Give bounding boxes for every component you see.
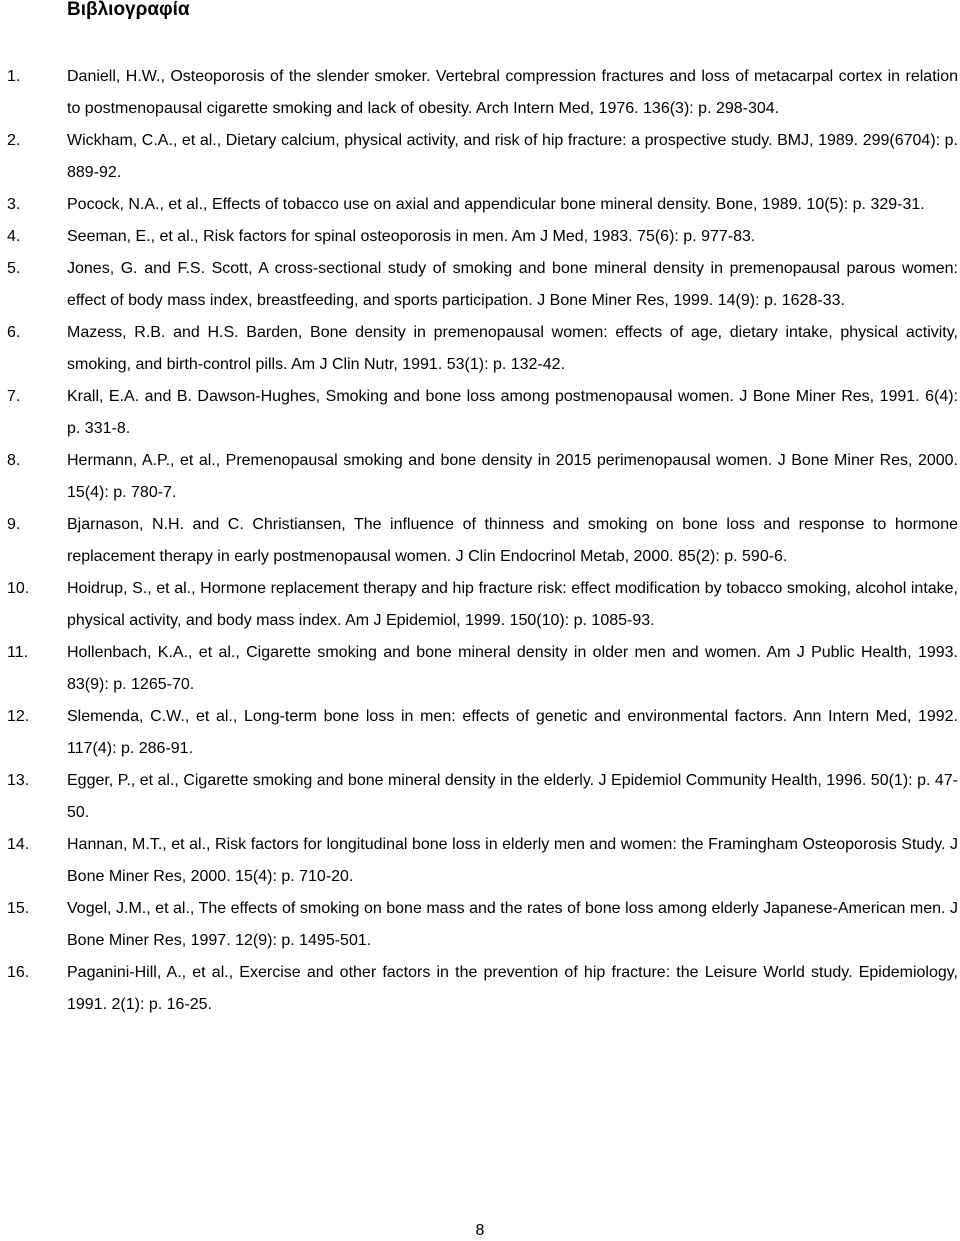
reference-number: 9. [7,516,21,533]
reference-item [0,189,958,221]
reference-text: Jones, G. and F.S. Scott, A cross-sectional study of smoking and bone mineral density in premenopausal parous women: effect of body mass index, breastfeeding, and sports participation. J Bone Miner Res, 1999. 14(9): p. 1628-33. [67,260,958,309]
reference-text: Hollenbach, K.A., et al., Cigarette smoking and bone mineral density in older men and women. Am J Public Health, 1993. 83(9): p. 1265-70. [67,644,958,693]
reference-number: 14. [7,836,30,853]
reference-item [0,125,958,189]
reference-text: Bjarnason, N.H. and C. Christiansen, The influence of thinness and smoking on bone loss and response to hormone replacement therapy in early postmenopausal women. J Clin Endocrinol Metab, 2000. 85(2): p. 590-6. [67,516,958,565]
reference-text: Hoidrup, S., et al., Hormone replacement therapy and hip fracture risk: effect modification by tobacco smoking, alcohol intake, physical activity, and body mass index. Am J Epidemiol, 1999. 150(10): p. 1085-93. [67,580,958,629]
reference-item [0,509,958,573]
reference-number: 13. [7,772,30,789]
reference-number: 16. [7,964,30,981]
reference-item [0,317,958,381]
reference-number: 7. [7,388,21,405]
reference-text: Egger, P., et al., Cigarette smoking and bone mineral density in the elderly. J Epidemiol Community Health, 1996. 50(1): p. 47-50. [67,772,958,821]
reference-number: 12. [7,708,30,725]
reference-number: 11. [7,644,29,661]
reference-text: Slemenda, C.W., et al., Long-term bone loss in men: effects of genetic and environmental factors. Ann Intern Med, 1992. 117(4): p. 286-91. [67,708,958,757]
reference-number: 6. [7,324,21,341]
reference-item [0,701,958,765]
reference-text: Hannan, M.T., et al., Risk factors for longitudinal bone loss in elderly men and women: the Framingham Osteoporosis Study. J Bone Miner Res, 2000. 15(4): p. 710-20. [67,836,958,885]
reference-text: Pocock, N.A., et al., Effects of tobacco use on axial and appendicular bone mineral density. Bone, 1989. 10(5): p. 329-31. [67,196,925,213]
reference-item [0,253,958,317]
reference-text: Paganini-Hill, A., et al., Exercise and other factors in the prevention of hip fracture: the Leisure World study. Epidemiology, 1991. 2(1): p. 16-25. [67,964,958,1013]
reference-item [0,221,958,253]
reference-list [0,61,958,1021]
reference-number: 15. [7,900,30,917]
reference-number: 2. [7,132,21,149]
reference-number: 4. [7,228,21,245]
reference-text: Daniell, H.W., Osteoporosis of the slender smoker. Vertebral compression fractures and loss of metacarpal cortex in relation to postmenopausal cigarette smoking and lack of obesity. Arch Intern Med, 1976. 136(3): p. 298-304. [67,68,958,117]
reference-number: 1. [7,68,21,85]
reference-text: Mazess, R.B. and H.S. Barden, Bone density in premenopausal women: effects of age, dietary intake, physical activity, smoking, and birth-control pills. Am J Clin Nutr, 1991. 53(1): p. 132-42. [67,324,958,373]
reference-item [0,61,958,125]
reference-text: Wickham, C.A., et al., Dietary calcium, physical activity, and risk of hip fracture: a prospective study. BMJ, 1989. 299(6704): p. 889-92. [67,132,958,181]
reference-item [0,829,958,893]
reference-text: Hermann, A.P., et al., Premenopausal smoking and bone density in 2015 perimenopausal women. J Bone Miner Res, 2000. 15(4): p. 780-7. [67,452,958,501]
reference-number: 10. [7,580,30,597]
reference-item [0,957,958,1021]
reference-number: 8. [7,452,21,469]
reference-item [0,893,958,957]
reference-number: 3. [7,196,21,213]
reference-text: Krall, E.A. and B. Dawson-Hughes, Smoking and bone loss among postmenopausal women. J Bone Miner Res, 1991. 6(4): p. 331-8. [67,388,958,437]
reference-item [0,765,958,829]
reference-number: 5. [7,260,21,277]
reference-item [0,381,958,445]
reference-item [0,573,958,637]
page-heading: Βιβλιογραφία [67,0,190,20]
reference-text: Seeman, E., et al., Risk factors for spinal osteoporosis in men. Am J Med, 1983. 75(6): p. 977-83. [67,228,756,245]
reference-text: Vogel, J.M., et al., The effects of smoking on bone mass and the rates of bone loss among elderly Japanese-American men. J Bone Miner Res, 1997. 12(9): p. 1495-501. [67,900,958,949]
reference-item [0,637,958,701]
page-number: 8 [475,1222,485,1239]
reference-item [0,445,958,509]
